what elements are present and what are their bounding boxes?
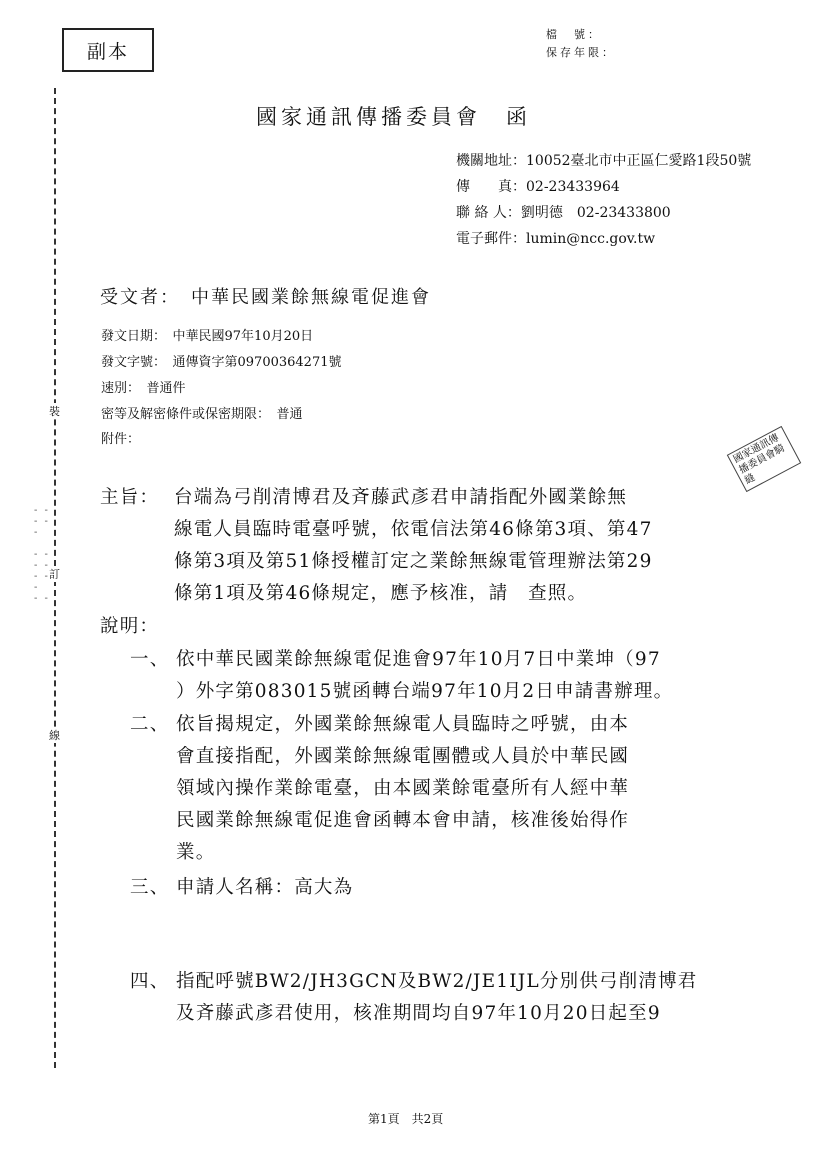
item-number: 二、 xyxy=(130,714,170,735)
subject-line: 條第1項及第46條規定，應予核准，請 查照。 xyxy=(174,583,588,604)
item-line: 會直接指配，外國業餘無線電團體或人員於中華民國 xyxy=(176,746,630,767)
attachments: 附件： xyxy=(101,432,141,447)
item-line: 及斉藤武彥君使用，核准期間均自97年10月20日起至9 xyxy=(176,1003,661,1024)
item-line: 依中華民國業餘無線電促進會97年10月7日中業坤（97 xyxy=(176,649,661,670)
explanation-label: 說明： xyxy=(100,616,160,637)
seal-stamp xyxy=(727,426,801,492)
item-number: 四、 xyxy=(130,971,170,992)
issue-date: 發文日期： 中華民國97年10月20日 xyxy=(101,329,314,344)
item-line: 指配呼號BW2/JH3GCN及BW2/JE1IJL分別供弓削清博君 xyxy=(176,971,698,992)
margin-char-order: 訂 xyxy=(49,568,60,581)
file-number-label: 檔 號： xyxy=(546,28,602,41)
margin-char-line: 線 xyxy=(49,729,60,742)
margin-dashes: ‐ ‐ ‐ ‐ ‐ ‐ ‐ ‐ ‐ ‐ ‐ ‐ ‐ ‐ xyxy=(34,505,50,604)
contact-email: 電子郵件：lumin@ncc.gov.tw xyxy=(456,231,656,247)
subject-label: 主旨： xyxy=(100,487,160,508)
recipient-line: 受文者： 中華民國業餘無線電促進會 xyxy=(100,287,431,308)
subject-line: 條第3項及第51條授權訂定之業餘無線電管理辦法第29 xyxy=(174,551,653,572)
secrecy-level: 密等及解密條件或保密期限： 普通 xyxy=(101,407,303,422)
margin-char-bind: 裝 xyxy=(49,405,60,418)
page-footer: 第1頁 共2頁 xyxy=(368,1112,444,1126)
item-line: ）外字第083015號函轉台端97年10月2日申請書辦理。 xyxy=(176,681,674,702)
copy-stamp-box xyxy=(62,28,154,72)
retention-label: 保存年限： xyxy=(546,46,616,59)
subject-line: 台端為弓削清博君及斉藤武彥君申請指配外國業餘無 xyxy=(174,487,628,508)
document-title: 國家通訊傳播委員會 函 xyxy=(256,105,531,129)
document-number: 發文字號： 通傳資字第09700364271號 xyxy=(101,355,342,370)
item-line: 領域內操作業餘電臺，由本國業餘電臺所有人經中華 xyxy=(176,778,630,799)
item-line: 民國業餘無線電促進會函轉本會申請，核准後始得作 xyxy=(176,810,630,831)
item-line: 申請人名稱：高大為 xyxy=(176,877,354,898)
seal-text: 國家通訊傳播委員會騎縫 xyxy=(731,432,787,487)
copy-stamp-label: 副本 xyxy=(86,40,129,63)
item-line: 依旨揭規定，外國業餘無線電人員臨時之呼號，由本 xyxy=(176,714,630,735)
subject-line: 線電人員臨時電臺呼號，依電信法第46條第3項、第47 xyxy=(174,519,653,540)
item-number: 三、 xyxy=(130,877,170,898)
contact-fax: 傳 真：02-23433964 xyxy=(456,179,620,195)
contact-address: 機關地址：10052臺北市中正區仁愛路1段50號 xyxy=(456,153,752,169)
contact-person: 聯 絡 人：劉明德 02-23433800 xyxy=(456,205,671,221)
item-line: 業。 xyxy=(176,842,216,863)
item-number: 一、 xyxy=(130,649,170,670)
delivery-speed: 速別： 普通件 xyxy=(101,381,186,396)
